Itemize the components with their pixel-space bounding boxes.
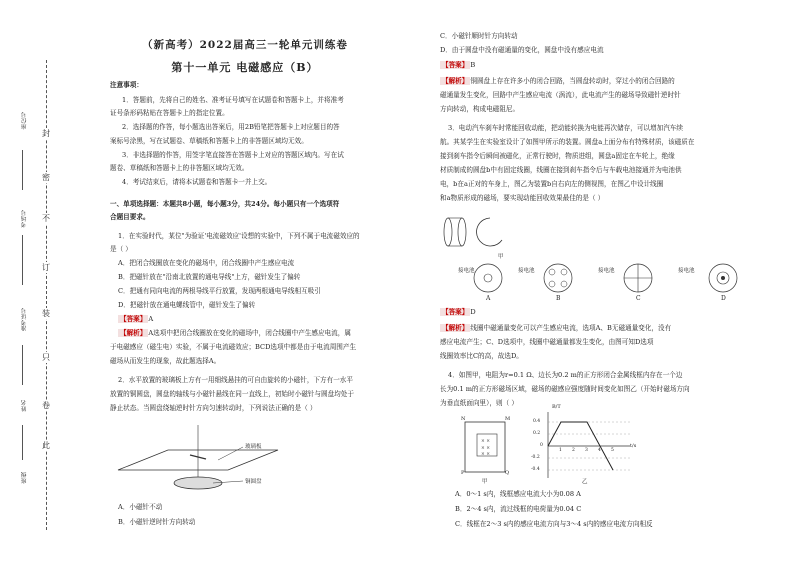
question-stem: 2．水平放置的玻璃板上方有一用细线悬挂的可自由旋转的小磁针，下方有一水平 bbox=[118, 376, 353, 384]
note-line: 题卷、草稿纸和答题卡上的非答题区域均无效。 bbox=[110, 164, 249, 172]
corner-label: Q bbox=[505, 470, 510, 476]
answer-line bbox=[440, 60, 475, 71]
question-stem: 3．电动汽车刹车时常能回收动能，把动能转换为电能再次储存，可以增加汽车续 bbox=[448, 124, 683, 132]
notes-heading: 注意事项： bbox=[110, 81, 143, 89]
graph-ytick: -0.2 bbox=[531, 455, 540, 460]
binding-char: 此 bbox=[36, 440, 56, 451]
svg-text:× ×: × × bbox=[481, 452, 490, 457]
figure-label: 甲 bbox=[498, 254, 504, 260]
binding-char: 装 bbox=[36, 308, 56, 319]
binding-char: 密 bbox=[36, 172, 56, 183]
binding-char: 只 bbox=[36, 352, 56, 363]
option: B．把磁针放在"沿南北放置的通电导线"上方，磁针发生了偏转 bbox=[118, 273, 301, 281]
figure-label: 甲 bbox=[482, 479, 488, 485]
figure-label: 铜圆盘 bbox=[245, 479, 262, 485]
page-title: （新高考）2022届高三一轮单元训练卷 bbox=[142, 39, 348, 51]
corner-label: P bbox=[461, 470, 465, 476]
corner-label: M bbox=[505, 416, 511, 422]
option: C．把通有同向电流的两根导线平行放置，发现两根通电导线相互吸引 bbox=[118, 287, 321, 295]
option: C．小磁针顺时针方向转动 bbox=[440, 32, 518, 40]
option: B．小磁针逆时针方向转动 bbox=[118, 518, 196, 526]
graph-xtick: 5 bbox=[611, 448, 614, 453]
b-t-graph bbox=[530, 408, 640, 483]
analysis-label: 【解析】 bbox=[120, 329, 147, 337]
note-line: 证号条形码粘贴在答题卡上的指定位置。 bbox=[110, 109, 229, 117]
graph-xtick: 4 bbox=[598, 448, 601, 453]
option: C．线框在2～3 s内的感应电流方向与3～4 s内的感应电流方向相反 bbox=[455, 520, 653, 528]
analysis-line: 方向转动，构成电磁阻尼。 bbox=[440, 105, 520, 113]
battery-label: 接电池 bbox=[598, 268, 615, 274]
graph-ytick: -0.4 bbox=[531, 467, 540, 472]
figure-label: 玻璃板 bbox=[245, 444, 262, 450]
analysis-line: 于电磁感应（磁生电）实验，不属于电流磁效应；BCD选项中都是由于电流周围产生 bbox=[110, 343, 357, 351]
answer-value: D bbox=[470, 308, 476, 316]
note-line: 案标号涂黑，写在试题卷、草稿纸和答题卡上的非答题区域均无效。 bbox=[110, 137, 308, 145]
analysis-label: 【解析】 bbox=[442, 324, 469, 332]
option: A．0～1 s内，线框感应电流大小为0.08 A bbox=[455, 490, 581, 498]
svg-text:× ×: × × bbox=[481, 446, 490, 451]
question-stem: 为垂直纸面向里），则（ ） bbox=[440, 399, 518, 407]
coil-disk-figures bbox=[440, 210, 770, 305]
note-line: 2．选择题的作答，每小题选出答案后，用2B铅笔把答题卡上对应题目的答 bbox=[122, 123, 340, 131]
svg-text:× ×: × × bbox=[481, 439, 490, 444]
field-label-room: 考场号 bbox=[22, 210, 28, 228]
note-line: 1．答题前，先将自己的姓名、准考证号填写在试题卷和答题卡上，并将准考 bbox=[122, 96, 344, 104]
graph-ytick: 0.4 bbox=[533, 419, 541, 424]
graph-xtick: 1 bbox=[559, 448, 562, 453]
graph-ytick: 0.2 bbox=[533, 431, 541, 436]
figure-label: 乙 bbox=[582, 479, 588, 485]
graph-xtick: 2 bbox=[572, 448, 575, 453]
graph-ylabel: B/T bbox=[552, 404, 561, 410]
answer-label: 【答案】 bbox=[442, 308, 469, 316]
option-letter: A bbox=[486, 295, 491, 302]
analysis-text: A选项中把闭合线圈放在变化的磁场中，闭合线圈中产生感应电流，属 bbox=[148, 329, 351, 337]
field-line bbox=[22, 345, 23, 385]
section-heading: 一、单项选择题：本题共8小题，每小题3分，共24分。每小题只有一个选项符 bbox=[110, 200, 340, 208]
option-letter: B bbox=[556, 295, 561, 302]
question-stem: 1．在实验时代，某位"为验证'电流磁效应'设想的实验中，下列不属于电流磁效应的 bbox=[118, 232, 360, 240]
graph-ytick: 0 bbox=[540, 443, 543, 448]
analysis-line bbox=[440, 76, 675, 87]
field-label-class: 班级 bbox=[22, 472, 28, 484]
glass-plate-figure bbox=[108, 425, 288, 500]
question-stem: 航。其某学生在实验室设计了如图甲所示的装置。圆盘a上面分布有特殊材质，该磁质在 bbox=[440, 138, 695, 146]
option: D．由于圆盘中没有磁通量的变化，圆盘中没有感应电流 bbox=[440, 46, 604, 54]
field-label-name: 姓名 bbox=[22, 400, 28, 412]
option: B．2～4 s内，流过线框的电荷量为0.04 C bbox=[455, 505, 582, 513]
field-line bbox=[22, 425, 23, 460]
question-stem: 是（ ） bbox=[110, 245, 132, 253]
answer-label: 【答案】 bbox=[120, 315, 147, 323]
corner-label: N bbox=[461, 416, 466, 422]
question-stem: 材质制成的圆盘b中有固定线圈，线圈在接到刹车指令后与车载电池接通并为电池供 bbox=[440, 166, 682, 174]
question-stem: 和a物质形成的磁场，要实现动能回收效果最佳的是（ ） bbox=[440, 194, 605, 202]
analysis-line: 线圈效率比C的高，故选D。 bbox=[440, 352, 523, 360]
analysis-label: 【解析】 bbox=[442, 77, 469, 85]
note-line: 3．非选择题的作答，用签字笔直接答在答题卡上对应的答题区域内。写在试 bbox=[122, 151, 344, 159]
option: A．小磁针不动 bbox=[118, 503, 163, 511]
binding-char: 封 bbox=[36, 128, 56, 139]
binding-char: 不 bbox=[36, 213, 56, 224]
analysis-text: 铜圆盘上存在许多小的闭合回路，当圆盘转动时，穿过小的闭合回路的 bbox=[470, 77, 675, 85]
battery-label: 接电池 bbox=[458, 268, 475, 274]
analysis-line bbox=[118, 328, 351, 339]
option-letter: C bbox=[636, 295, 641, 302]
graph-xlabel: t/s bbox=[630, 443, 637, 449]
option: D．把磁针放在通电螺线管中，磁针发生了偏转 bbox=[118, 301, 256, 309]
battery-label: 接电池 bbox=[678, 268, 695, 274]
question-stem: 静止状态。当圆盘绕轴逆时针方向匀速转动时，下列说法正确的是（ ） bbox=[110, 404, 317, 412]
question-stem: 电，b在a正对的车身上，图乙为装置b自右向左的侧视图，在图乙中设计线圈 bbox=[440, 180, 664, 188]
question-stem: 放置的铜圆盘，圆盘的轴线与小磁针悬线在同一直线上，初始时小磁针与圆盘均处于 bbox=[110, 390, 354, 398]
option-letter: D bbox=[721, 295, 726, 302]
field-line bbox=[22, 150, 23, 190]
binding-char: 订 bbox=[36, 262, 56, 273]
field-line bbox=[22, 235, 23, 285]
battery-label: 接电池 bbox=[518, 268, 535, 274]
note-line: 4．考试结束后，请将本试题卷和答题卡一并上交。 bbox=[122, 178, 272, 186]
binding-char: 卷 bbox=[36, 400, 56, 411]
answer-value: A bbox=[148, 315, 154, 323]
answer-line bbox=[440, 307, 476, 318]
field-label-exam-number: 准考证号 bbox=[22, 308, 28, 332]
question-stem: 长为0.1 m的正方形磁场区域，磁场的磁感应强度随时间变化如图乙（开始时磁场方向 bbox=[440, 385, 690, 393]
page-subtitle: 第十一单元 电磁感应（B） bbox=[171, 61, 319, 74]
graph-xtick: 3 bbox=[585, 448, 588, 453]
question-stem: 接到刹车指令后瞬间被磁化，正常行驶时，物质进组，圆盘a固定在车轮上，绝缘 bbox=[440, 152, 675, 160]
section-heading: 合题目要求。 bbox=[110, 213, 150, 221]
analysis-line bbox=[440, 323, 671, 334]
field-label-seat: 座位号 bbox=[22, 112, 28, 130]
analysis-line: 磁场从而发生的现象，故此题选择A。 bbox=[110, 357, 221, 365]
option: A．把闭合线圈放在变化的磁场中，闭合线圈中产生感应电流 bbox=[118, 259, 295, 267]
answer-line bbox=[118, 314, 153, 325]
answer-value: B bbox=[470, 61, 476, 69]
analysis-line: 磁通量发生变化，回路中产生感应电流（涡流），此电流产生的磁场导致磁针逆时针 bbox=[440, 91, 681, 99]
analysis-text: 线圈中磁通量变化可以产生感应电流，选项A、B无磁通量变化，没有 bbox=[470, 324, 672, 332]
answer-label: 【答案】 bbox=[442, 61, 469, 69]
analysis-line: 感应电流产生；C、D选项中，线圈中磁通量都发生变化，由图可知D选项 bbox=[440, 338, 654, 346]
question-stem: 4．如图甲，电阻为r=0.1 Ω、边长为0.2 m的正方形闭合金属线框内存在一个边 bbox=[448, 371, 683, 379]
